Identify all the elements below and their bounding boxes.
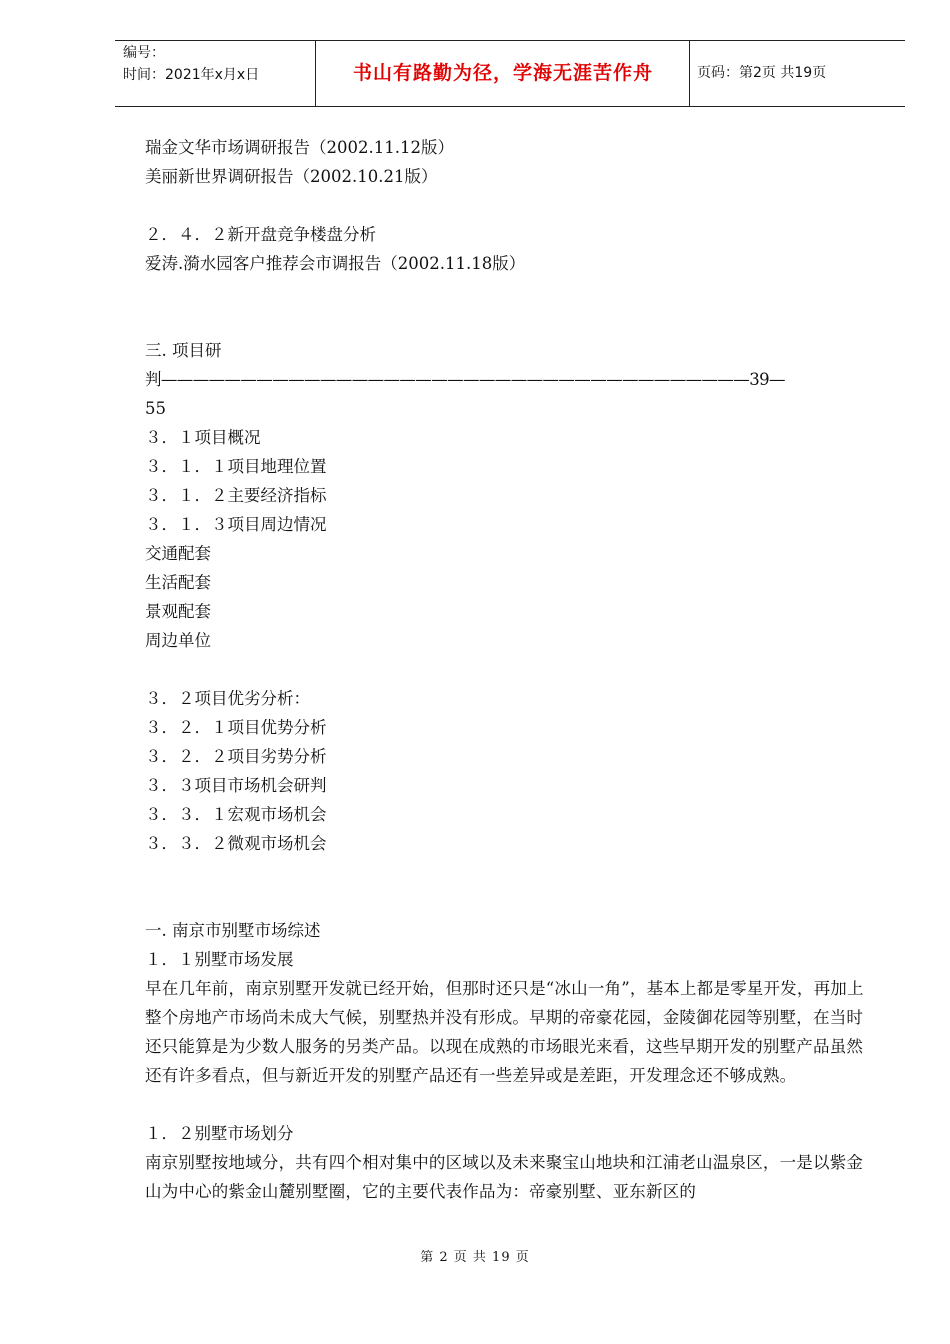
header-page-number: 页码：第2页 共19页: [697, 65, 827, 81]
toc-line: 周边单位: [145, 631, 211, 650]
section-heading: 一. 南京市别墅市场综述: [145, 921, 321, 940]
document-body: [145, 133, 873, 1206]
page-footer: 第 2 页 共 19 页: [420, 1250, 530, 1265]
toc-line: ３．２．２项目劣势分析: [145, 747, 327, 766]
toc-line: ２．４．２新开盘竞争楼盘分析: [145, 225, 376, 244]
toc-line: 三. 项目研: [145, 341, 222, 360]
blank-line: [145, 191, 873, 220]
toc-line: ３．１项目概况: [145, 428, 261, 447]
toc-line-dashes: 判—————————————————————————————————————39—: [145, 370, 785, 389]
document-time: 时间：2021年x月x日: [123, 67, 260, 83]
toc-line: 瑞金文华市场调研报告（2002.11.12版）: [145, 138, 454, 157]
toc-line: ３．３．１宏观市场机会: [145, 805, 327, 824]
page-header: [115, 40, 905, 107]
toc-line: 美丽新世界调研报告（2002.10.21版）: [145, 167, 438, 186]
toc-line: ３．１．１项目地理位置: [145, 457, 327, 476]
toc-line: ３．２．１项目优势分析: [145, 718, 327, 737]
toc-line: 爱涛.漪水园客户推荐会市调报告（2002.11.18版）: [145, 254, 526, 273]
header-top-border: [115, 40, 905, 41]
blank-line: [145, 858, 873, 887]
toc-line: ３．３项目市场机会研判: [145, 776, 327, 795]
subsection-heading: １．１别墅市场发展: [145, 950, 294, 969]
header-divider-left: [315, 40, 316, 107]
header-motto: 书山有路勤为径，学海无涯苦作舟: [352, 62, 653, 84]
toc-line: ３．１．３项目周边情况: [145, 515, 327, 534]
blank-line: [145, 655, 873, 684]
toc-line: ３．３．２微观市场机会: [145, 834, 327, 853]
paragraph-market-division: 南京别墅按地域分，共有四个相对集中的区域以及未来聚宝山地块和江浦老山温泉区，一是以紫金山为中心的紫金山麓别墅圈，它的主要代表作品为：帝豪别墅、亚东新区的: [145, 1153, 864, 1201]
toc-line: ３．１．２主要经济指标: [145, 486, 327, 505]
toc-line: 交通配套: [145, 544, 211, 563]
toc-line: 景观配套: [145, 602, 211, 621]
paragraph-market-development: 早在几年前，南京别墅开发就已经开始，但那时还只是“冰山一角”，基本上都是零星开发，再加上整个房地产市场尚未成大气候，别墅热并没有形成。早期的帝豪花园，金陵御花园等别墅，在当时还只能算是为少数人服务的另类产品。以现在成熟的市场眼光来看，这些早期开发的别墅产品虽然还有许多看点，但与新近开发的别墅产品还有一些差异或是差距，开发理念还不够成熟。: [145, 979, 864, 1085]
blank-line: [145, 887, 873, 916]
blank-line: [145, 278, 873, 307]
toc-line: ３．２项目优劣分析：: [145, 689, 310, 708]
blank-line: [145, 1090, 873, 1119]
header-meta: [123, 42, 259, 86]
blank-line: [145, 307, 873, 336]
header-bottom-border: [115, 106, 905, 107]
header-divider-right: [689, 40, 690, 107]
toc-line: 生活配套: [145, 573, 211, 592]
toc-line: 55: [145, 399, 166, 418]
document-code: 编号：: [123, 45, 165, 61]
subsection-heading: １．２别墅市场划分: [145, 1124, 294, 1143]
